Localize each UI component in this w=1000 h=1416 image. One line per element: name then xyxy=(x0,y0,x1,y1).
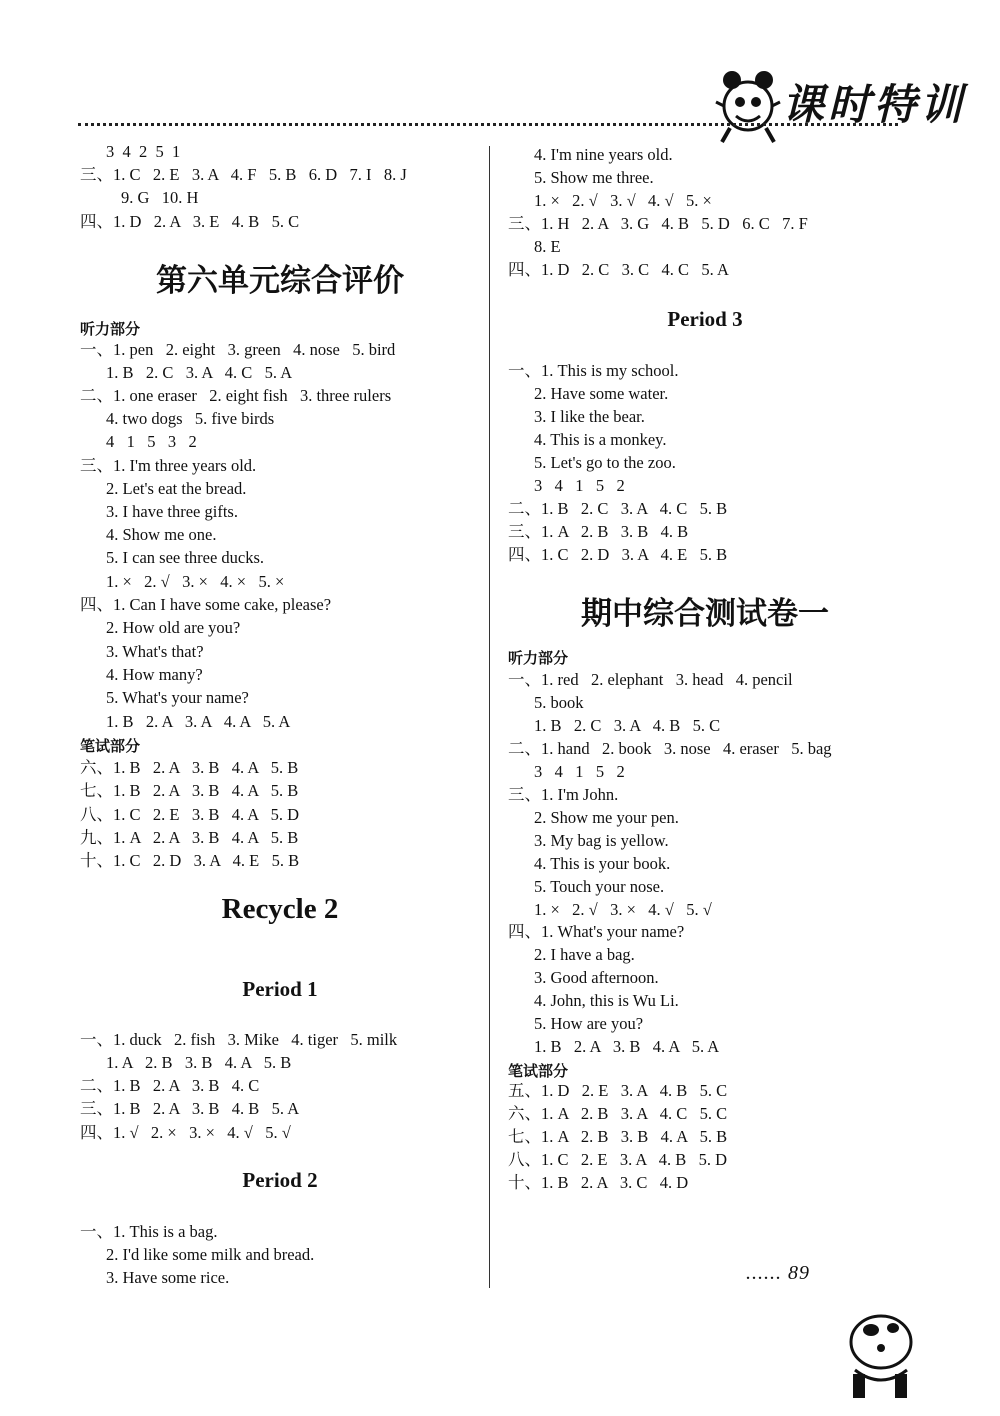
answer-line: 3 4 1 5 2 xyxy=(534,476,625,495)
section-title: 期中综合测试卷一 xyxy=(581,596,829,632)
page-number xyxy=(746,1262,810,1285)
answer-line: 3. I like the bear. xyxy=(534,407,645,426)
answer-line: 三、1. B 2. A 3. B 4. B 5. A xyxy=(80,1099,300,1118)
subsection-label: 听力部分 xyxy=(80,320,141,338)
page-number-value: 89 xyxy=(788,1262,810,1284)
column-divider xyxy=(489,146,490,1288)
subsection-label: 笔试部分 xyxy=(508,1062,569,1080)
answer-line: 三、1. I'm John. xyxy=(508,785,619,804)
answer-line: 4. This is a monkey. xyxy=(534,430,667,449)
section-title: Recycle 2 xyxy=(221,893,339,925)
answer-line: 2. Have some water. xyxy=(534,384,669,403)
header-title: 课时特训 xyxy=(782,80,967,129)
answer-line: 5. How are you? xyxy=(534,1014,644,1033)
answer-line: 二、1. B 2. C 3. A 4. C 5. B xyxy=(508,499,728,518)
answer-line: 1. × 2. √ 3. × 4. √ 5. √ xyxy=(534,900,712,919)
answer-line: 3. Have some rice. xyxy=(106,1268,230,1287)
answer-line: 1. A 2. B 3. B 4. A 5. B xyxy=(106,1053,292,1072)
answer-line: 一、1. duck 2. fish 3. Mike 4. tiger 5. milk xyxy=(80,1030,398,1049)
answer-line: 2. Show me your pen. xyxy=(534,808,679,827)
answer-line: 4. Show me one. xyxy=(106,525,217,544)
answer-line: 十、1. B 2. A 3. C 4. D xyxy=(508,1173,689,1192)
answer-line: 5. Show me three. xyxy=(534,168,654,187)
period-heading: Period 1 xyxy=(242,977,318,1001)
section-title: 第六单元综合评价 xyxy=(156,263,404,299)
answer-line: 3 4 2 5 1 xyxy=(106,142,181,161)
answer-line: 一、1. red 2. elephant 3. head 4. pencil xyxy=(508,670,793,689)
leader-dots: ...... xyxy=(746,1262,782,1284)
answer-line: 八、1. C 2. E 3. B 4. A 5. D xyxy=(80,805,300,824)
answer-line: 三、1. C 2. E 3. A 4. F 5. B 6. D 7. I 8. J xyxy=(80,165,407,184)
answer-line: 六、1. B 2. A 3. B 4. A 5. B xyxy=(80,758,299,777)
answer-line: 2. How old are you? xyxy=(106,618,241,637)
answer-line: 5. What's your name? xyxy=(106,688,249,707)
answer-line: 1. B 2. C 3. A 4. C 5. A xyxy=(106,363,293,382)
answer-line: 五、1. D 2. E 3. A 4. B 5. C xyxy=(508,1081,728,1100)
answer-line: 4. two dogs 5. five birds xyxy=(106,409,275,428)
answer-line: 六、1. A 2. B 3. A 4. C 5. C xyxy=(508,1104,728,1123)
answer-line: 8. E xyxy=(534,237,561,256)
answer-line: 二、1. one eraser 2. eight fish 3. three rulers xyxy=(80,386,392,405)
answer-line: 3. I have three gifts. xyxy=(106,502,238,521)
answer-line: 1. × 2. √ 3. × 4. × 5. × xyxy=(106,572,285,591)
answer-line: 9. G 10. H xyxy=(121,188,199,207)
answer-line: 4. John, this is Wu Li. xyxy=(534,991,679,1010)
period-heading: Period 3 xyxy=(667,307,743,331)
answer-line: 八、1. C 2. E 3. A 4. B 5. D xyxy=(508,1150,728,1169)
answer-line: 四、1. Can I have some cake, please? xyxy=(80,595,332,614)
period-heading: Period 2 xyxy=(242,1168,318,1192)
subsection-label: 听力部分 xyxy=(508,649,569,667)
answer-line: 一、1. pen 2. eight 3. green 4. nose 5. bird xyxy=(80,340,396,359)
subsection-label: 笔试部分 xyxy=(80,737,141,755)
answer-line: 九、1. A 2. A 3. B 4. A 5. B xyxy=(80,828,299,847)
answer-line: 4. How many? xyxy=(106,665,203,684)
answer-line: 5. Touch your nose. xyxy=(534,877,665,896)
answer-line: 四、1. D 2. A 3. E 4. B 5. C xyxy=(80,212,300,231)
answer-line: 4. I'm nine years old. xyxy=(534,145,673,164)
answer-line: 一、1. This is a bag. xyxy=(80,1222,218,1241)
dog-mascot-icon xyxy=(835,1300,995,1410)
answer-line: 1. B 2. A 3. A 4. A 5. A xyxy=(106,712,291,731)
answer-line: 四、1. D 2. C 3. C 4. C 5. A xyxy=(508,260,729,279)
answer-line: 4 1 5 3 2 xyxy=(106,432,197,451)
answer-line: 七、1. A 2. B 3. B 4. A 5. B xyxy=(508,1127,728,1146)
answer-line: 4. This is your book. xyxy=(534,854,671,873)
answer-line: 四、1. √ 2. × 3. × 4. √ 5. √ xyxy=(80,1123,291,1142)
answer-line: 四、1. C 2. D 3. A 4. E 5. B xyxy=(508,545,728,564)
answer-line: 5. I can see three ducks. xyxy=(106,548,265,567)
answer-line: 2. Let's eat the bread. xyxy=(106,479,247,498)
answer-line: 四、1. What's your name? xyxy=(508,922,685,941)
clock-mascot-logo xyxy=(712,62,784,146)
answer-line: 三、1. A 2. B 3. B 4. B xyxy=(508,522,689,541)
answer-line: 三、1. I'm three years old. xyxy=(80,456,257,475)
answer-line: 3. What's that? xyxy=(106,642,204,661)
answer-line: 二、1. B 2. A 3. B 4. C xyxy=(80,1076,260,1095)
answer-line: 2. I have a bag. xyxy=(534,945,635,964)
answer-line: 3 4 1 5 2 xyxy=(534,762,625,781)
answer-line: 2. I'd like some milk and bread. xyxy=(106,1245,315,1264)
answer-line: 七、1. B 2. A 3. B 4. A 5. B xyxy=(80,781,299,800)
answer-line: 一、1. This is my school. xyxy=(508,361,679,380)
answer-line: 1. B 2. A 3. B 4. A 5. A xyxy=(534,1037,720,1056)
answer-line: 三、1. H 2. A 3. G 4. B 5. D 6. C 7. F xyxy=(508,214,808,233)
answer-line: 3. My bag is yellow. xyxy=(534,831,669,850)
answer-line: 1. B 2. C 3. A 4. B 5. C xyxy=(534,716,721,735)
answer-line: 1. × 2. √ 3. √ 4. √ 5. × xyxy=(534,191,712,210)
answer-line: 5. book xyxy=(534,693,584,712)
answer-line: 十、1. C 2. D 3. A 4. E 5. B xyxy=(80,851,300,870)
answer-line: 5. Let's go to the zoo. xyxy=(534,453,676,472)
answer-line: 二、1. hand 2. book 3. nose 4. eraser 5. bag xyxy=(508,739,832,758)
answer-line: 3. Good afternoon. xyxy=(534,968,659,987)
header-dotted-rule xyxy=(78,123,898,126)
